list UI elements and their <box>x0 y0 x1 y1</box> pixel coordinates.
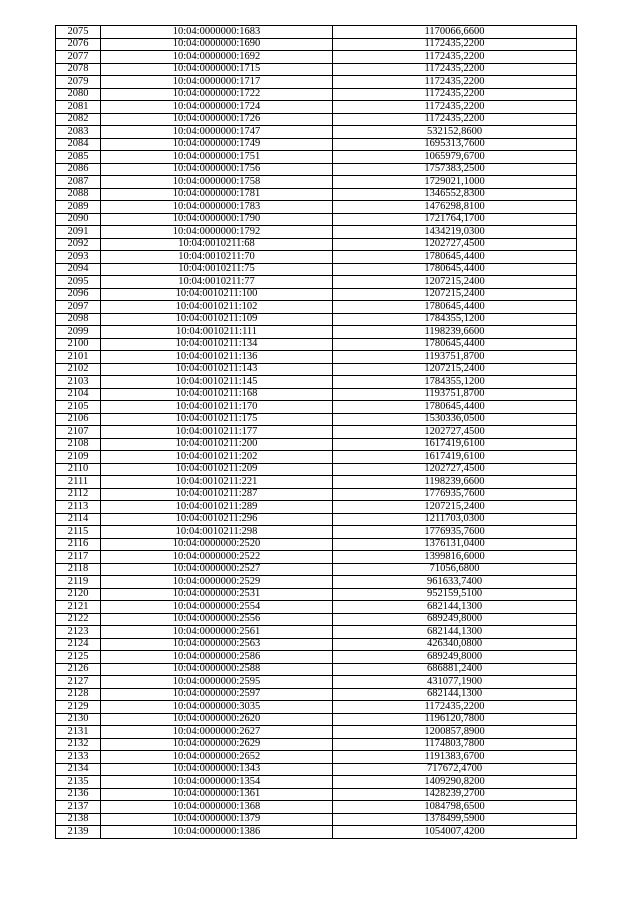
cadastral-value-cell: 1193751,8700 <box>333 351 577 364</box>
table-row <box>56 563 577 576</box>
table-row <box>56 601 577 614</box>
table-row <box>56 426 577 439</box>
row-number-cell: 2116 <box>56 538 101 551</box>
cadastral-number-cell: 10:04:0000000:1690 <box>101 38 333 51</box>
cadastral-number-cell: 10:04:0010211:136 <box>101 351 333 364</box>
cadastral-value-cell: 1202727,4500 <box>333 463 577 476</box>
cadastral-number-cell: 10:04:0010211:200 <box>101 438 333 451</box>
cadastral-value-cell: 1346552,8300 <box>333 188 577 201</box>
cadastral-value-cell: 1428239,2700 <box>333 788 577 801</box>
table-row <box>56 213 577 226</box>
row-number-cell: 2137 <box>56 801 101 814</box>
cadastral-value-cell: 1780645,4400 <box>333 301 577 314</box>
cadastral-value-cell: 682144,1300 <box>333 688 577 701</box>
cadastral-value-cell: 1409290,8200 <box>333 776 577 789</box>
row-number-cell: 2119 <box>56 576 101 589</box>
table-row <box>56 176 577 189</box>
row-number-cell: 2126 <box>56 663 101 676</box>
cadastral-number-cell: 10:04:0010211:102 <box>101 301 333 314</box>
table-row <box>56 188 577 201</box>
table-row <box>56 388 577 401</box>
table-row <box>56 826 577 839</box>
cadastral-value-cell: 1196120,7800 <box>333 713 577 726</box>
row-number-cell: 2103 <box>56 376 101 389</box>
cadastral-value-cell: 1780645,4400 <box>333 401 577 414</box>
row-number-cell: 2121 <box>56 601 101 614</box>
table-row <box>56 476 577 489</box>
table-row <box>56 726 577 739</box>
table-row <box>56 376 577 389</box>
cadastral-value-cell: 1193751,8700 <box>333 388 577 401</box>
row-number-cell: 2104 <box>56 388 101 401</box>
table-row <box>56 588 577 601</box>
table-row <box>56 226 577 239</box>
cadastral-value-cell: 1207215,2400 <box>333 276 577 289</box>
cadastral-value-cell: 1729021,1000 <box>333 176 577 189</box>
table-row <box>56 76 577 89</box>
row-number-cell: 2105 <box>56 401 101 414</box>
cadastral-number-cell: 10:04:0000000:2597 <box>101 688 333 701</box>
cadastral-value-cell: 1172435,2200 <box>333 101 577 114</box>
row-number-cell: 2098 <box>56 313 101 326</box>
cadastral-value-cell: 1202727,4500 <box>333 238 577 251</box>
cadastral-value-cell: 1695313,7600 <box>333 138 577 151</box>
cadastral-value-cell: 1200857,8900 <box>333 726 577 739</box>
row-number-cell: 2102 <box>56 363 101 376</box>
cadastral-value-cell: 1780645,4400 <box>333 263 577 276</box>
cadastral-value-cell: 1172435,2200 <box>333 51 577 64</box>
table-row <box>56 113 577 126</box>
cadastral-value-cell: 1776935,7600 <box>333 526 577 539</box>
cadastral-number-cell: 10:04:0000000:1715 <box>101 63 333 76</box>
row-number-cell: 2082 <box>56 113 101 126</box>
table-row <box>56 463 577 476</box>
cadastral-number-cell: 10:04:0010211:175 <box>101 413 333 426</box>
row-number-cell: 2075 <box>56 26 101 39</box>
cadastral-number-cell: 10:04:0010211:111 <box>101 326 333 339</box>
row-number-cell: 2079 <box>56 76 101 89</box>
table-row <box>56 576 577 589</box>
cadastral-value-cell: 1172435,2200 <box>333 38 577 51</box>
cadastral-number-cell: 10:04:0000000:2520 <box>101 538 333 551</box>
table-row <box>56 151 577 164</box>
cadastral-value-cell: 1202727,4500 <box>333 426 577 439</box>
cadastral-value-cell: 71056,6800 <box>333 563 577 576</box>
row-number-cell: 2123 <box>56 626 101 639</box>
table-row <box>56 88 577 101</box>
cadastral-number-cell: 10:04:0000000:1758 <box>101 176 333 189</box>
table-row <box>56 488 577 501</box>
cadastral-number-cell: 10:04:0000000:1751 <box>101 151 333 164</box>
table-row <box>56 438 577 451</box>
row-number-cell: 2135 <box>56 776 101 789</box>
cadastral-number-cell: 10:04:0000000:1343 <box>101 763 333 776</box>
cadastral-value-cell: 1376131,0400 <box>333 538 577 551</box>
row-number-cell: 2136 <box>56 788 101 801</box>
row-number-cell: 2110 <box>56 463 101 476</box>
row-number-cell: 2132 <box>56 738 101 751</box>
cadastral-number-cell: 10:04:0000000:1354 <box>101 776 333 789</box>
table-row <box>56 676 577 689</box>
cadastral-number-cell: 10:04:0000000:1368 <box>101 801 333 814</box>
row-number-cell: 2108 <box>56 438 101 451</box>
cadastral-value-cell: 1084798,6500 <box>333 801 577 814</box>
cadastral-number-cell: 10:04:0000000:2627 <box>101 726 333 739</box>
cadastral-value-cell: 682144,1300 <box>333 601 577 614</box>
cadastral-number-cell: 10:04:0010211:289 <box>101 501 333 514</box>
cadastral-value-cell: 426340,0800 <box>333 638 577 651</box>
table-row <box>56 451 577 464</box>
table-row <box>56 238 577 251</box>
table-row <box>56 101 577 114</box>
row-number-cell: 2138 <box>56 813 101 826</box>
row-number-cell: 2125 <box>56 651 101 664</box>
table-row <box>56 276 577 289</box>
row-number-cell: 2131 <box>56 726 101 739</box>
row-number-cell: 2106 <box>56 413 101 426</box>
cadastral-value-cell: 1378499,5900 <box>333 813 577 826</box>
row-number-cell: 2120 <box>56 588 101 601</box>
cadastral-number-cell: 10:04:0000000:1386 <box>101 826 333 839</box>
cadastral-value-cell: 1170066,6600 <box>333 26 577 39</box>
cadastral-number-cell: 10:04:0010211:143 <box>101 363 333 376</box>
cadastral-number-cell: 10:04:0000000:1747 <box>101 126 333 139</box>
cadastral-value-cell: 689249,8000 <box>333 651 577 664</box>
cadastral-number-cell: 10:04:0000000:2588 <box>101 663 333 676</box>
cadastral-value-cell: 1191383,6700 <box>333 751 577 764</box>
table-row <box>56 701 577 714</box>
row-number-cell: 2109 <box>56 451 101 464</box>
cadastral-number-cell: 10:04:0000000:2652 <box>101 751 333 764</box>
row-number-cell: 2081 <box>56 101 101 114</box>
cadastral-number-cell: 10:04:0000000:3035 <box>101 701 333 714</box>
row-number-cell: 2114 <box>56 513 101 526</box>
cadastral-value-cell: 1211703,0300 <box>333 513 577 526</box>
table-row <box>56 788 577 801</box>
table-body <box>56 26 577 839</box>
cadastral-number-cell: 10:04:0010211:68 <box>101 238 333 251</box>
table-row <box>56 626 577 639</box>
row-number-cell: 2077 <box>56 51 101 64</box>
table-row <box>56 526 577 539</box>
cadastral-number-cell: 10:04:0000000:2529 <box>101 576 333 589</box>
cadastral-number-cell: 10:04:0000000:1790 <box>101 213 333 226</box>
cadastral-number-cell: 10:04:0000000:2620 <box>101 713 333 726</box>
row-number-cell: 2113 <box>56 501 101 514</box>
table-row <box>56 326 577 339</box>
cadastral-number-cell: 10:04:0000000:2531 <box>101 588 333 601</box>
cadastral-number-cell: 10:04:0010211:296 <box>101 513 333 526</box>
row-number-cell: 2134 <box>56 763 101 776</box>
cadastral-value-cell: 1054007,4200 <box>333 826 577 839</box>
row-number-cell: 2090 <box>56 213 101 226</box>
cadastral-number-cell: 10:04:0010211:100 <box>101 288 333 301</box>
cadastral-number-cell: 10:04:0000000:1361 <box>101 788 333 801</box>
row-number-cell: 2130 <box>56 713 101 726</box>
table-row <box>56 763 577 776</box>
row-number-cell: 2086 <box>56 163 101 176</box>
cadastral-number-cell: 10:04:0010211:209 <box>101 463 333 476</box>
cadastral-number-cell: 10:04:0000000:2586 <box>101 651 333 664</box>
table-row <box>56 776 577 789</box>
table-row <box>56 513 577 526</box>
row-number-cell: 2129 <box>56 701 101 714</box>
cadastral-value-table <box>55 25 577 839</box>
row-number-cell: 2124 <box>56 638 101 651</box>
table-row <box>56 263 577 276</box>
cadastral-number-cell: 10:04:0000000:2595 <box>101 676 333 689</box>
table-row <box>56 663 577 676</box>
cadastral-number-cell: 10:04:0000000:1724 <box>101 101 333 114</box>
cadastral-value-cell: 1172435,2200 <box>333 701 577 714</box>
cadastral-number-cell: 10:04:0000000:1749 <box>101 138 333 151</box>
row-number-cell: 2117 <box>56 551 101 564</box>
cadastral-number-cell: 10:04:0010211:170 <box>101 401 333 414</box>
cadastral-value-cell: 1784355,1200 <box>333 376 577 389</box>
cadastral-value-cell: 1784355,1200 <box>333 313 577 326</box>
table-row <box>56 26 577 39</box>
cadastral-number-cell: 10:04:0010211:70 <box>101 251 333 264</box>
cadastral-value-cell: 1207215,2400 <box>333 501 577 514</box>
row-number-cell: 2118 <box>56 563 101 576</box>
table-row <box>56 313 577 326</box>
row-number-cell: 2122 <box>56 613 101 626</box>
row-number-cell: 2112 <box>56 488 101 501</box>
table-row <box>56 551 577 564</box>
cadastral-number-cell: 10:04:0010211:298 <box>101 526 333 539</box>
row-number-cell: 2111 <box>56 476 101 489</box>
table-row <box>56 338 577 351</box>
table-row <box>56 738 577 751</box>
row-number-cell: 2099 <box>56 326 101 339</box>
cadastral-number-cell: 10:04:0000000:2561 <box>101 626 333 639</box>
cadastral-value-cell: 1207215,2400 <box>333 288 577 301</box>
cadastral-value-cell: 717672,4700 <box>333 763 577 776</box>
table-row <box>56 638 577 651</box>
row-number-cell: 2094 <box>56 263 101 276</box>
row-number-cell: 2093 <box>56 251 101 264</box>
cadastral-number-cell: 10:04:0010211:145 <box>101 376 333 389</box>
row-number-cell: 2089 <box>56 201 101 214</box>
cadastral-number-cell: 10:04:0010211:168 <box>101 388 333 401</box>
table-row <box>56 288 577 301</box>
row-number-cell: 2097 <box>56 301 101 314</box>
cadastral-value-cell: 1617419,6100 <box>333 451 577 464</box>
table-row <box>56 138 577 151</box>
row-number-cell: 2084 <box>56 138 101 151</box>
cadastral-number-cell: 10:04:0000000:2527 <box>101 563 333 576</box>
cadastral-value-cell: 1780645,4400 <box>333 251 577 264</box>
cadastral-number-cell: 10:04:0010211:75 <box>101 263 333 276</box>
table-row <box>56 801 577 814</box>
table-row <box>56 126 577 139</box>
cadastral-value-cell: 1721764,1700 <box>333 213 577 226</box>
row-number-cell: 2078 <box>56 63 101 76</box>
cadastral-number-cell: 10:04:0000000:2629 <box>101 738 333 751</box>
cadastral-value-cell: 1530336,0500 <box>333 413 577 426</box>
cadastral-value-cell: 1207215,2400 <box>333 363 577 376</box>
table-row <box>56 538 577 551</box>
cadastral-value-cell: 1780645,4400 <box>333 338 577 351</box>
table-row <box>56 813 577 826</box>
table-row <box>56 413 577 426</box>
cadastral-number-cell: 10:04:0000000:2556 <box>101 613 333 626</box>
cadastral-value-cell: 1434219,0300 <box>333 226 577 239</box>
table-row <box>56 201 577 214</box>
table-row <box>56 713 577 726</box>
row-number-cell: 2076 <box>56 38 101 51</box>
row-number-cell: 2128 <box>56 688 101 701</box>
table-row <box>56 401 577 414</box>
table-row <box>56 501 577 514</box>
table-row <box>56 163 577 176</box>
cadastral-number-cell: 10:04:0000000:1683 <box>101 26 333 39</box>
cadastral-number-cell: 10:04:0010211:202 <box>101 451 333 464</box>
cadastral-value-cell: 1172435,2200 <box>333 63 577 76</box>
table-row <box>56 613 577 626</box>
table-row <box>56 351 577 364</box>
cadastral-value-cell: 1399816,6000 <box>333 551 577 564</box>
cadastral-number-cell: 10:04:0010211:177 <box>101 426 333 439</box>
cadastral-value-cell: 1198239,6600 <box>333 476 577 489</box>
cadastral-number-cell: 10:04:0000000:1726 <box>101 113 333 126</box>
row-number-cell: 2101 <box>56 351 101 364</box>
cadastral-number-cell: 10:04:0000000:2563 <box>101 638 333 651</box>
cadastral-number-cell: 10:04:0010211:77 <box>101 276 333 289</box>
cadastral-value-cell: 1172435,2200 <box>333 113 577 126</box>
cadastral-number-cell: 10:04:0000000:1717 <box>101 76 333 89</box>
row-number-cell: 2095 <box>56 276 101 289</box>
cadastral-number-cell: 10:04:0010211:134 <box>101 338 333 351</box>
row-number-cell: 2092 <box>56 238 101 251</box>
cadastral-value-cell: 1065979,6700 <box>333 151 577 164</box>
cadastral-number-cell: 10:04:0010211:221 <box>101 476 333 489</box>
cadastral-value-cell: 1476298,8100 <box>333 201 577 214</box>
cadastral-number-cell: 10:04:0000000:1379 <box>101 813 333 826</box>
row-number-cell: 2085 <box>56 151 101 164</box>
row-number-cell: 2107 <box>56 426 101 439</box>
cadastral-number-cell: 10:04:0000000:1722 <box>101 88 333 101</box>
cadastral-number-cell: 10:04:0000000:1792 <box>101 226 333 239</box>
cadastral-number-cell: 10:04:0000000:1783 <box>101 201 333 214</box>
cadastral-value-cell: 952159,5100 <box>333 588 577 601</box>
cadastral-value-cell: 1172435,2200 <box>333 88 577 101</box>
cadastral-value-cell: 532152,8600 <box>333 126 577 139</box>
cadastral-value-cell: 1174803,7800 <box>333 738 577 751</box>
table-row <box>56 63 577 76</box>
cadastral-value-cell: 1776935,7600 <box>333 488 577 501</box>
cadastral-value-cell: 689249,8000 <box>333 613 577 626</box>
cadastral-number-cell: 10:04:0000000:2522 <box>101 551 333 564</box>
cadastral-number-cell: 10:04:0000000:1692 <box>101 51 333 64</box>
cadastral-number-cell: 10:04:0000000:1756 <box>101 163 333 176</box>
table-row <box>56 688 577 701</box>
cadastral-value-cell: 1172435,2200 <box>333 76 577 89</box>
cadastral-number-cell: 10:04:0000000:2554 <box>101 601 333 614</box>
table-row <box>56 751 577 764</box>
row-number-cell: 2096 <box>56 288 101 301</box>
table-row <box>56 363 577 376</box>
table-row <box>56 51 577 64</box>
row-number-cell: 2139 <box>56 826 101 839</box>
row-number-cell: 2083 <box>56 126 101 139</box>
row-number-cell: 2127 <box>56 676 101 689</box>
table-row <box>56 651 577 664</box>
table-row <box>56 301 577 314</box>
table-row <box>56 38 577 51</box>
row-number-cell: 2133 <box>56 751 101 764</box>
cadastral-value-cell: 686881,2400 <box>333 663 577 676</box>
row-number-cell: 2100 <box>56 338 101 351</box>
cadastral-value-cell: 961633,7400 <box>333 576 577 589</box>
row-number-cell: 2088 <box>56 188 101 201</box>
cadastral-value-cell: 682144,1300 <box>333 626 577 639</box>
cadastral-number-cell: 10:04:0010211:287 <box>101 488 333 501</box>
row-number-cell: 2080 <box>56 88 101 101</box>
row-number-cell: 2091 <box>56 226 101 239</box>
cadastral-value-cell: 1198239,6600 <box>333 326 577 339</box>
cadastral-value-cell: 1757383,2500 <box>333 163 577 176</box>
row-number-cell: 2087 <box>56 176 101 189</box>
table-row <box>56 251 577 264</box>
cadastral-value-cell: 1617419,6100 <box>333 438 577 451</box>
cadastral-value-cell: 431077,1900 <box>333 676 577 689</box>
cadastral-number-cell: 10:04:0000000:1781 <box>101 188 333 201</box>
cadastral-number-cell: 10:04:0010211:109 <box>101 313 333 326</box>
row-number-cell: 2115 <box>56 526 101 539</box>
